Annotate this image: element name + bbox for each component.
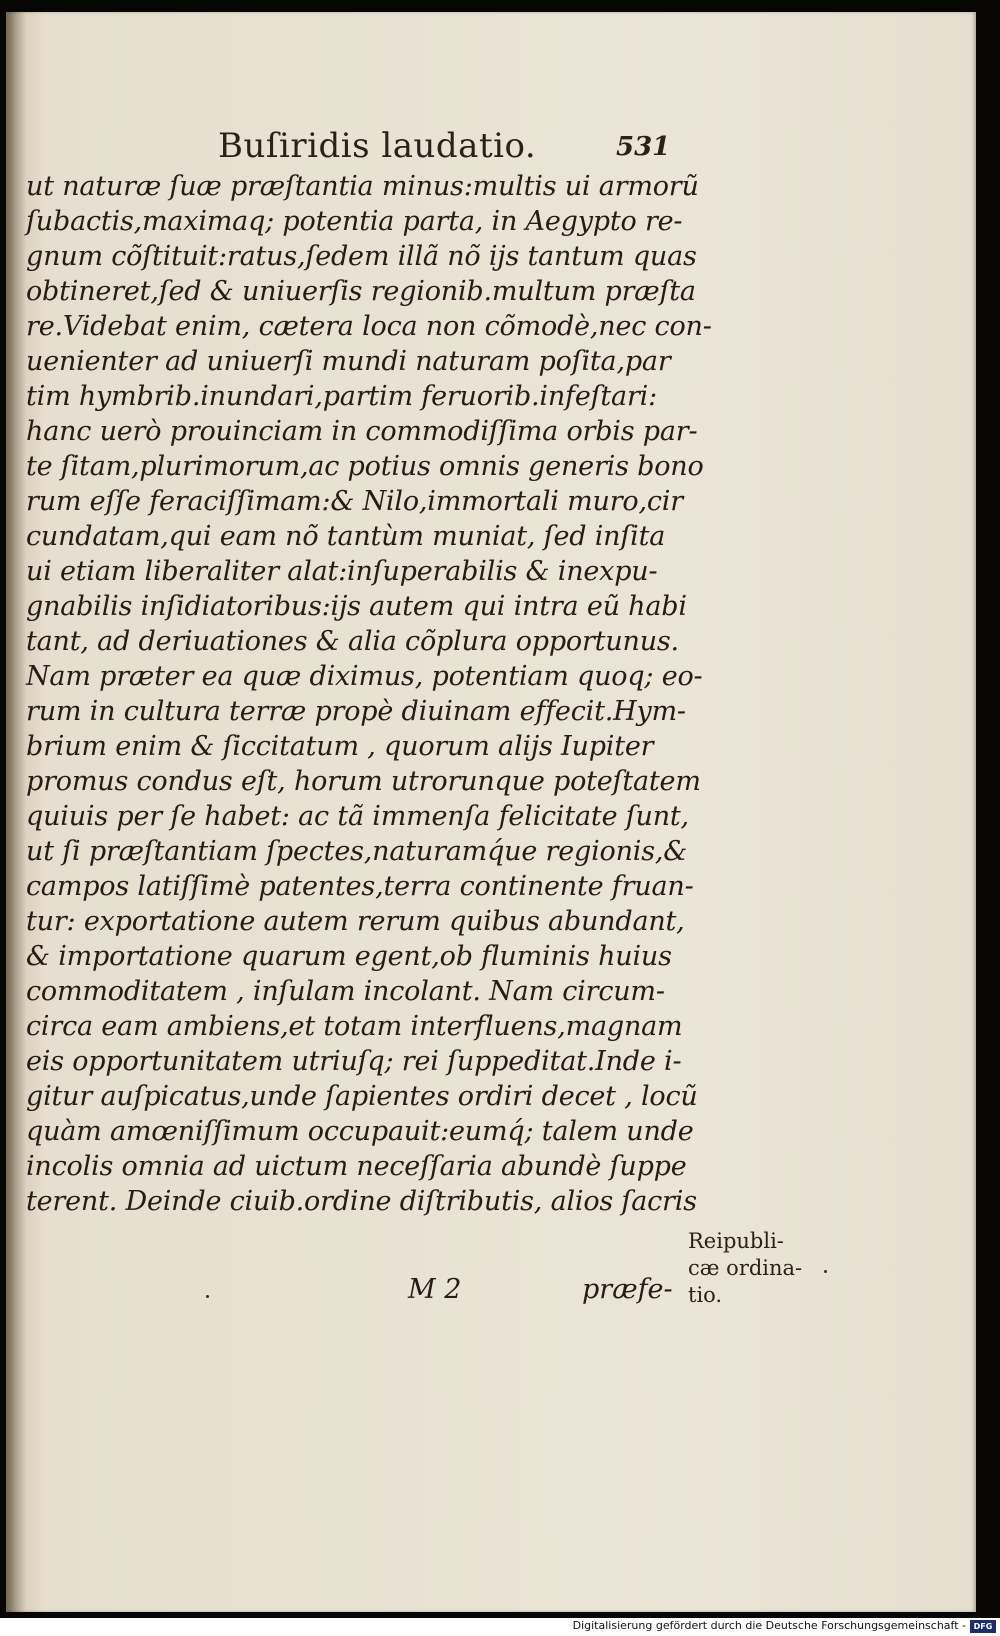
text-line: incolis omnia ad uictum neceſſaria abundè ſuppe [26, 1151, 687, 1182]
text-line: hanc uerò prouinciam in commodiſſima orbis par- [26, 416, 698, 447]
text-line: ut naturæ ſuæ præſtantia minus:multis ui armorũ [26, 171, 699, 202]
text-line: ſubactis,maximaq; potentia parta, in Aegypto re- [26, 206, 683, 237]
text-line: gnabilis inſidiatoribus:ijs autem qui intra eũ habi [26, 591, 687, 622]
text-line: ui etiam liberaliter alat:inſuperabilis & inexpu- [26, 556, 658, 587]
text-line: & importatione quarum egent,ob fluminis huius [26, 941, 672, 972]
footer-credit: Digitalisierung gefördert durch die Deutsche Forschungsgemeinschaft - [572, 1619, 966, 1632]
folio-number: 531 [616, 132, 671, 162]
text-line: obtineret,ſed & uniuerſis regionib.multum præſta [26, 276, 696, 307]
running-title: Buſiridis laudatio. [218, 126, 537, 166]
catchline [6, 1274, 976, 1314]
marginal-note-line: Reipubli- [688, 1229, 784, 1253]
signature-mark: M 2 [408, 1274, 462, 1305]
text-line: brium enim & ſiccitatum , quorum alijs Iupiter [26, 731, 654, 762]
text-line: tant, ad deriuationes & alia cõplura opportunus. [26, 626, 679, 657]
digitization-footer [0, 1618, 1000, 1636]
marginal-note [688, 1228, 828, 1309]
text-line: gnum cõſtituit:ratus,ſedem illã nõ ijs tantum quas [26, 241, 697, 272]
text-line: terent. Deinde ciuib.ordine diſtributis, alios ſacris [26, 1186, 697, 1217]
dfg-logo: DFG [970, 1620, 996, 1633]
text-line: tur: exportatione autem rerum quibus abundant, [26, 906, 685, 937]
text-line: campos latiſſimè patentes,terra continente fruan- [26, 871, 694, 902]
text-line: re.Videbat enim, cætera loca non cõmodè,nec con- [26, 311, 712, 342]
text-line: Nam præter ea quæ diximus, potentiam quoq; eo- [26, 661, 703, 692]
text-line: cundatam,qui eam nõ tantùm muniat, ſed inſita [26, 521, 666, 552]
text-line: eis opportunitatem utriuſq; rei ſuppeditat.Inde i- [26, 1046, 682, 1077]
text-line: quàm amœniſſimum occupauit:eumq́; talem unde [26, 1116, 694, 1147]
text-line: promus condus eſt, horum utrorunque poteſtatem [26, 766, 701, 797]
book-page [6, 12, 976, 1612]
text-line: ut ſi præſtantiam ſpectes,naturamq́ue regionis,& [26, 836, 688, 867]
text-line: te ſitam,plurimorum,ac potius omnis generis bono [26, 451, 704, 482]
text-line: uenienter ad uniuerſi mundi naturam poſita,par [26, 346, 671, 377]
catchword: præfe- [582, 1274, 673, 1305]
text-line: rum eſſe feraciſſimam:& Nilo,immortali muro,cir [26, 486, 683, 517]
paper-speck [206, 1295, 209, 1298]
text-line: gitur auſpicatus,unde ſapientes ordiri decet , locũ [26, 1081, 698, 1112]
marginal-note-line: tio. [688, 1283, 723, 1307]
text-line: rum in cultura terræ propè diuinam effecit.Hym- [26, 696, 686, 727]
body-text [26, 169, 712, 1219]
paper-speck [824, 1270, 827, 1273]
text-line: commoditatem , inſulam incolant. Nam circum- [26, 976, 665, 1007]
marginal-note-line: cæ ordina- [688, 1256, 803, 1280]
text-line: circa eam ambiens,et totam interfluens,magnam [26, 1011, 683, 1042]
running-head [6, 110, 976, 170]
gutter-shadow [6, 12, 26, 1612]
text-line: tim hymbrib.inundari,partim feruorib.infeſtari: [26, 381, 657, 412]
text-line: quiuis per ſe habet: ac tã immenſa felicitate ſunt, [26, 801, 689, 832]
